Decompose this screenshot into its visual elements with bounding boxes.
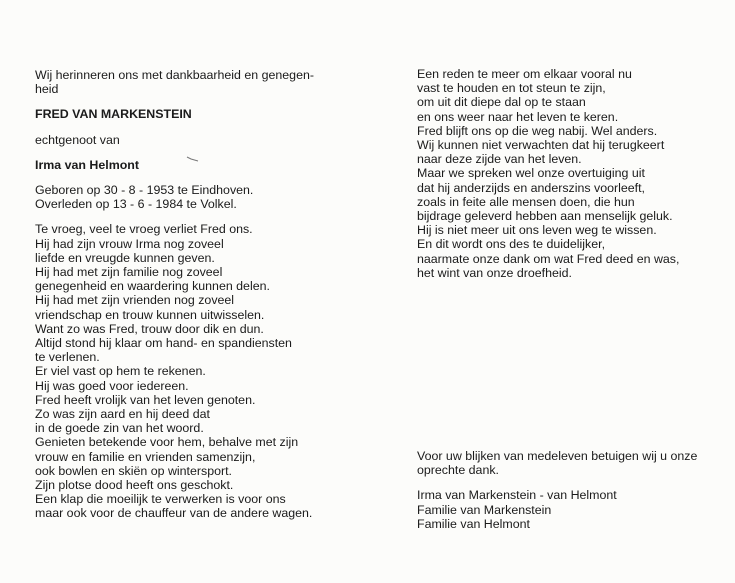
text-line: Hij had zijn vrouw Irma nog zoveel xyxy=(35,236,224,251)
death-line: Overleden op 13 - 6 - 1984 te Volkel. xyxy=(35,197,237,212)
text-line: Een reden te meer om elkaar vooral nu xyxy=(417,67,632,81)
intro-line: heid xyxy=(35,82,59,97)
text-line: Maar we spreken wel onze overtuiging uit xyxy=(417,166,645,181)
text-line: om uit dit diepe dal op te staan xyxy=(417,95,586,110)
memorial-text-right xyxy=(417,67,727,280)
text-line: Zo was zijn aard en hij deed dat xyxy=(35,407,210,422)
text-line: Fred heeft vrolijk van het leven genoten. xyxy=(35,392,256,407)
text-line: liefde en vreugde kunnen geven. xyxy=(35,250,215,265)
text-line: Fred blijft ons op die weg nabij. Wel anders. xyxy=(417,123,658,138)
text-line: vast te houden en tot steun te zijn, xyxy=(417,81,606,96)
text-line: Hij is niet meer uit ons leven weg te wissen. xyxy=(417,223,657,238)
text-line: naar deze zijde van het leven. xyxy=(417,152,582,167)
text-line: in de goede zin van het woord. xyxy=(35,421,204,436)
text-line: en ons weer naar het leven te keren. xyxy=(417,109,619,124)
spouse-name: Irma van Helmont xyxy=(35,157,139,172)
signature-line: Familie van Helmont xyxy=(417,516,530,531)
spouse-label: echtgenoot van xyxy=(35,132,120,147)
text-line: naarmate onze dank om wat Fred deed en was, xyxy=(417,251,680,266)
text-line: het wint van onze droefheid. xyxy=(417,265,572,280)
text-line: ook bowlen en skiën op wintersport. xyxy=(35,463,232,478)
text-line: Genieten betekende voor hem, behalve met zijn xyxy=(35,435,299,450)
text-line: Een klap die moeilijk te verwerken is voor ons xyxy=(35,492,286,507)
birth-line: Geboren op 30 - 8 - 1953 te Eindhoven. xyxy=(35,183,254,198)
text-line: Hij had met zijn vrienden nog zoveel xyxy=(35,293,235,308)
text-line: vrouw en familie en vrienden samenzijn, xyxy=(35,449,256,464)
text-line: maar ook voor de chauffeur van de andere wagen. xyxy=(35,506,313,521)
thanks-block xyxy=(417,449,727,531)
text-line: Te vroeg, veel te vroeg verliet Fred ons. xyxy=(35,222,253,237)
left-column xyxy=(35,68,365,521)
text-line: Want zo was Fred, trouw door dik en dun. xyxy=(35,321,264,336)
text-line: En dit wordt ons des te duidelijker, xyxy=(417,237,606,252)
text-line: Zijn plotse dood heeft ons geschokt. xyxy=(35,478,234,493)
text-line: zoals in feite alle mensen doen, die hun xyxy=(417,194,635,209)
intro-line: Wij herinneren ons met dankbaarheid en genegen- xyxy=(35,68,314,82)
text-line: dat hij anderzijds en anderszins voorleeft, xyxy=(417,180,645,195)
right-column xyxy=(417,67,727,280)
text-line: Altijd stond hij klaar om hand- en spandiensten xyxy=(35,336,292,351)
text-line: Hij was goed voor iedereen. xyxy=(35,378,189,393)
text-line: Hij had met zijn familie nog zoveel xyxy=(35,265,223,280)
signature-line: Familie van Markenstein xyxy=(417,502,552,517)
signature-line: Irma van Markenstein - van Helmont xyxy=(417,488,617,503)
text-line: bijdrage geleverd hebben aan menselijk geluk. xyxy=(417,209,673,224)
text-line: genegenheid en waardering kunnen delen. xyxy=(35,279,270,294)
memorial-text-left xyxy=(35,222,365,520)
thanks-line: oprechte dank. xyxy=(417,463,499,478)
text-line: vriendschap en trouw kunnen uitwisselen. xyxy=(35,307,265,322)
thanks-line: Voor uw blijken van medeleven betuigen wij u onze xyxy=(417,449,698,463)
text-line: Er viel vast op hem te rekenen. xyxy=(35,364,206,379)
deceased-name: FRED VAN MARKENSTEIN xyxy=(35,107,192,122)
text-line: Wij kunnen niet verwachten dat hij terugkeert xyxy=(417,138,665,153)
text-line: te verlenen. xyxy=(35,350,100,365)
